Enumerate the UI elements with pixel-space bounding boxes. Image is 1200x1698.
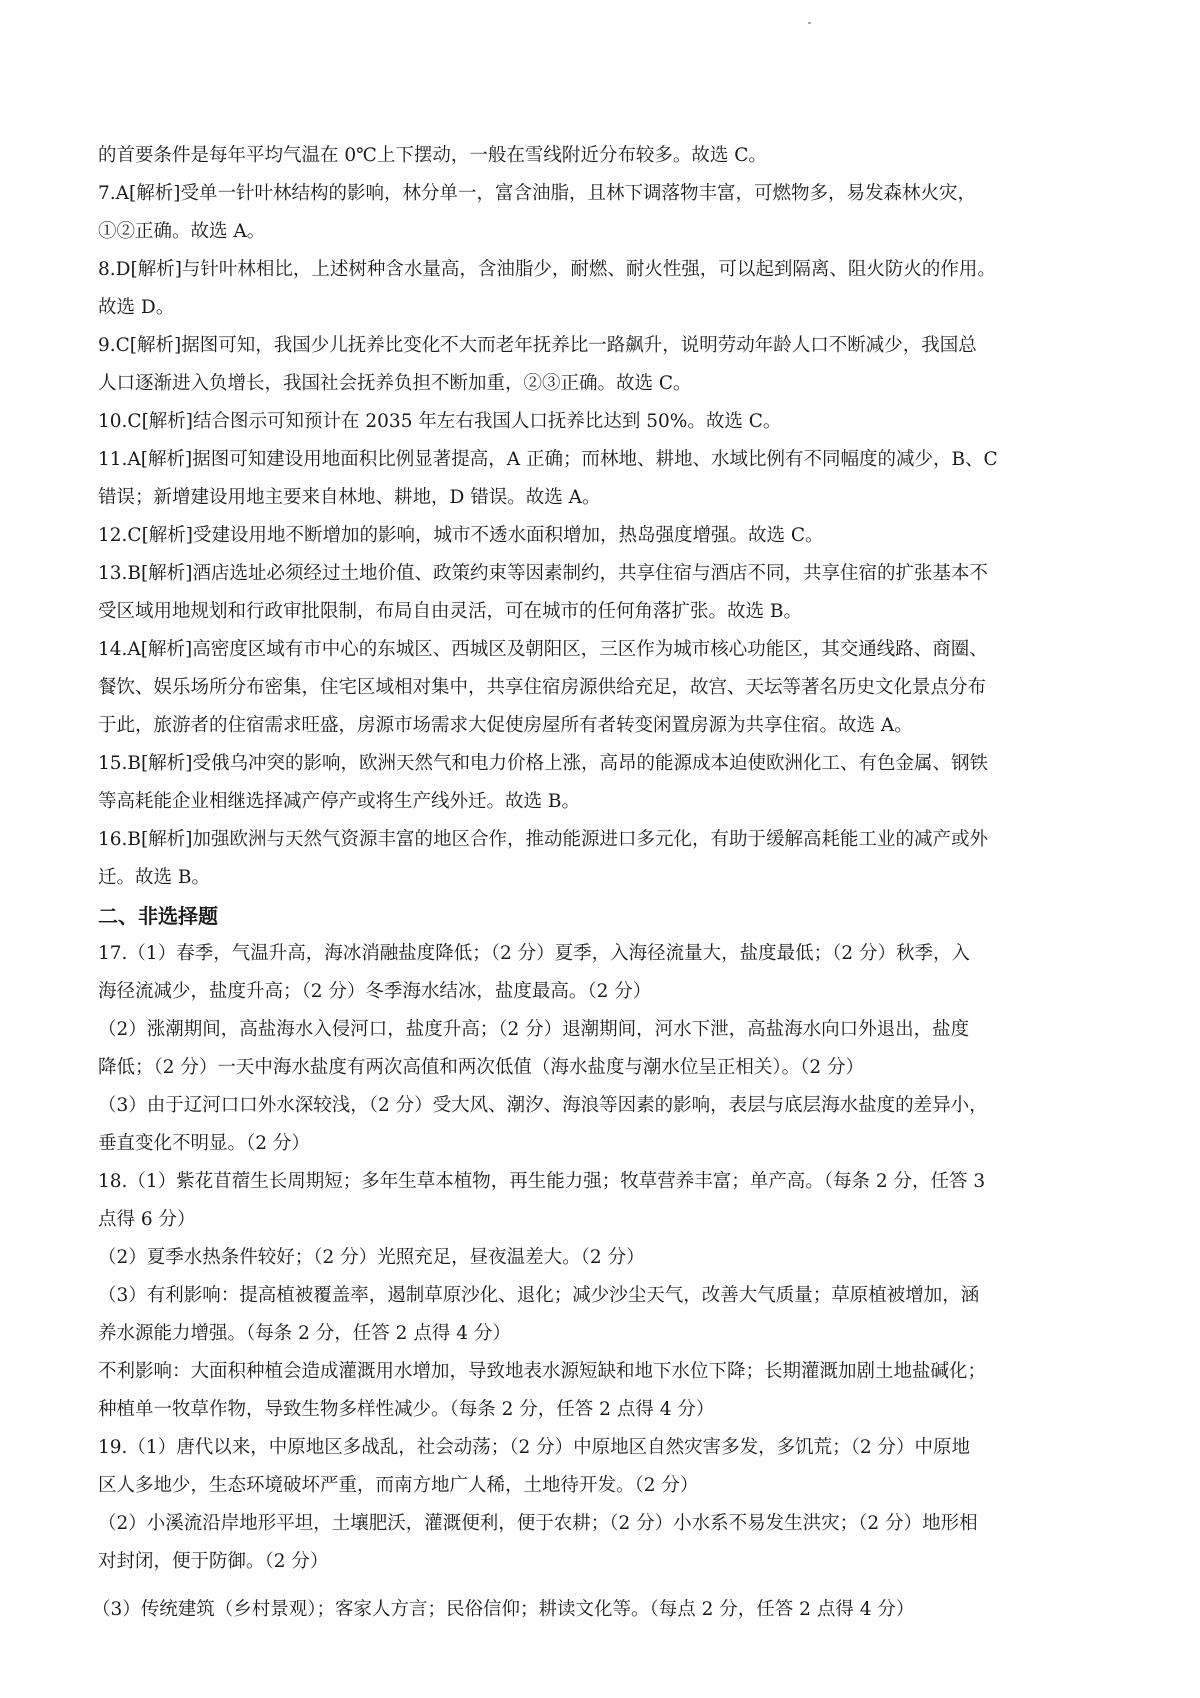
text-line: 14.A[解析]高密度区域有市中心的东城区、西城区及朝阳区，三区作为城市核心功能区，其交通线路、商圈、 [98, 639, 988, 660]
text-line: 12.C[解析]受建设用地不断增加的影响，城市不透水面积增加，热岛强度增强。故选 C。 [98, 525, 824, 546]
text-line: 等高耗能企业相继选择减产停产或将生产线外迁。故选 B。 [98, 791, 580, 812]
spacer [98, 1581, 1112, 1591]
text-line: 故选 D。 [98, 297, 175, 318]
text-line: 不利影响：大面积种植会造成灌溉用水增加，导致地表水源短缺和地下水位下降；长期灌溉加剧土地盐碱化； [98, 1361, 987, 1382]
text-line: 13.B[解析]酒店选址必须经过土地价值、政策约束等因素制约，共享住宿与酒店不同，共享住宿的扩张基本不 [98, 563, 988, 584]
text-line: 错误；新增建设用地主要来自林地、耕地，D 错误。故选 A。 [98, 487, 601, 508]
text-line: （2）夏季水热条件较好；（2 分）光照充足，昼夜温差大。（2 分） [98, 1247, 645, 1268]
text-line: 种植单一牧草作物，导致生物多样性减少。（每条 2 分，任答 2 点得 4 分） [98, 1399, 715, 1420]
text-line: 15.B[解析]受俄乌冲突的影响，欧洲天然气和电力价格上涨，高昂的能源成本迫使欧洲化工、有色金属、钢铁 [98, 753, 988, 774]
text-line: 点得 6 分） [98, 1209, 196, 1230]
text-line: 区人多地少，生态环境破坏严重，而南方地广人稀，土地待开发。（2 分） [98, 1475, 699, 1496]
text-line: （3）由于辽河口口外水深较浅，（2 分）受大风、潮汐、海浪等因素的影响，表层与底层海水盐度的差异小， [98, 1095, 988, 1116]
text-line: 受区域用地规划和行政审批限制，布局自由灵活，可在城市的任何角落扩张。故选 B。 [98, 601, 802, 622]
text-line: （3）传统建筑（乡村景观）；客家人方言；民俗信仰；耕读文化等。（每点 2 分，任答 2 点得 4 分） [92, 1599, 915, 1620]
text-line: 18.（1）紫花苜蓿生长周期短；多年生草本植物，再生能力强；牧草营养丰富；单产高。（每条 2 分，任答 3 [98, 1171, 986, 1192]
text-line: 垂直变化不明显。（2 分） [98, 1133, 310, 1154]
text-line: 餐饮、娱乐场所分布密集，住宅区域相对集中，共享住宿房源供给充足，故宫、天坛等著名历史文化景点分布 [98, 677, 987, 698]
text-line: （2）涨潮期间，高盐海水入侵河口，盐度升高；（2 分）退潮期间，河水下泄，高盐海水向口外退出，盐度 [98, 1019, 970, 1040]
text-line: 17.（1）春季，气温升高，海冰消融盐度降低；（2 分）夏季，入海径流量大，盐度最低；（2 分）秋季，入 [98, 943, 970, 964]
text-line: 16.B[解析]加强欧洲与天然气资源丰富的地区合作，推动能源进口多元化，有助于缓解高耗能工业的减产或外 [98, 829, 988, 850]
text-line: 10.C[解析]结合图示可知预计在 2035 年左右我国人口抚养比达到 50%。故选 C。 [98, 411, 782, 432]
text-line: 于此，旅游者的住宿需求旺盛，房源市场需求大促使房屋所有者转变闲置房源为共享住宿。故选 A。 [98, 715, 913, 736]
text-line: （2）小溪流沿岸地形平坦，土壤肥沃，灌溉便利，便于农耕；（2 分）小水系不易发生洪灾；（2 分）地形相 [98, 1513, 978, 1534]
text-line: （3）有利影响：提高植被覆盖率，遏制草原沙化、退化；减少沙尘天气，改善大气质量；草原植被增加，涵 [98, 1285, 980, 1306]
text-line: 海径流减少，盐度升高；（2 分）冬季海水结冰，盐度最高。（2 分） [98, 981, 652, 1002]
section-heading: 二、非选择题 [98, 904, 218, 928]
text-line: 对封闭，便于防御。（2 分） [98, 1551, 329, 1572]
text-line: 7.A[解析]受单一针叶林结构的影响，林分单一，富含油脂，且林下调落物丰富，可燃物多，易发森林火灾， [98, 183, 976, 204]
text-line: 9.C[解析]据图可知，我国少儿抚养比变化不大而老年抚养比一路飙升，说明劳动年龄人口不断减少，我国总 [98, 335, 977, 356]
text-line: 人口逐渐进入负增长，我国社会抚养负担不断加重，②③正确。故选 C。 [98, 373, 692, 394]
text-line: 19.（1）唐代以来，中原地区多战乱，社会动荡；（2 分）中原地区自然灾害多发，多饥荒；（2 分）中原地 [98, 1437, 970, 1458]
text-line: 降低；（2 分）一天中海水盐度有两次高值和两次低值（海水盐度与潮水位呈正相关）。（2 分） [98, 1057, 865, 1078]
text-line: 养水源能力增强。（每条 2 分，任答 2 点得 4 分） [98, 1323, 511, 1344]
text-line: 11.A[解析]据图可知建设用地面积比例显著提高，A 正确；而林地、耕地、水域比例有不同幅度的减少，B、C [98, 449, 998, 470]
text-line: ①②正确。故选 A。 [98, 221, 266, 242]
scan-dot [808, 22, 811, 24]
text-line: 迁。故选 B。 [98, 867, 210, 888]
answer-content [92, 137, 1112, 1629]
text-line: 的首要条件是每年平均气温在 0℃上下摆动，一般在雪线附近分布较多。故选 C。 [98, 145, 767, 166]
text-line: 8.D[解析]与针叶林相比，上述树种含水量高，含油脂少，耐燃、耐火性强，可以起到隔离、阻火防火的作用。 [98, 259, 996, 280]
